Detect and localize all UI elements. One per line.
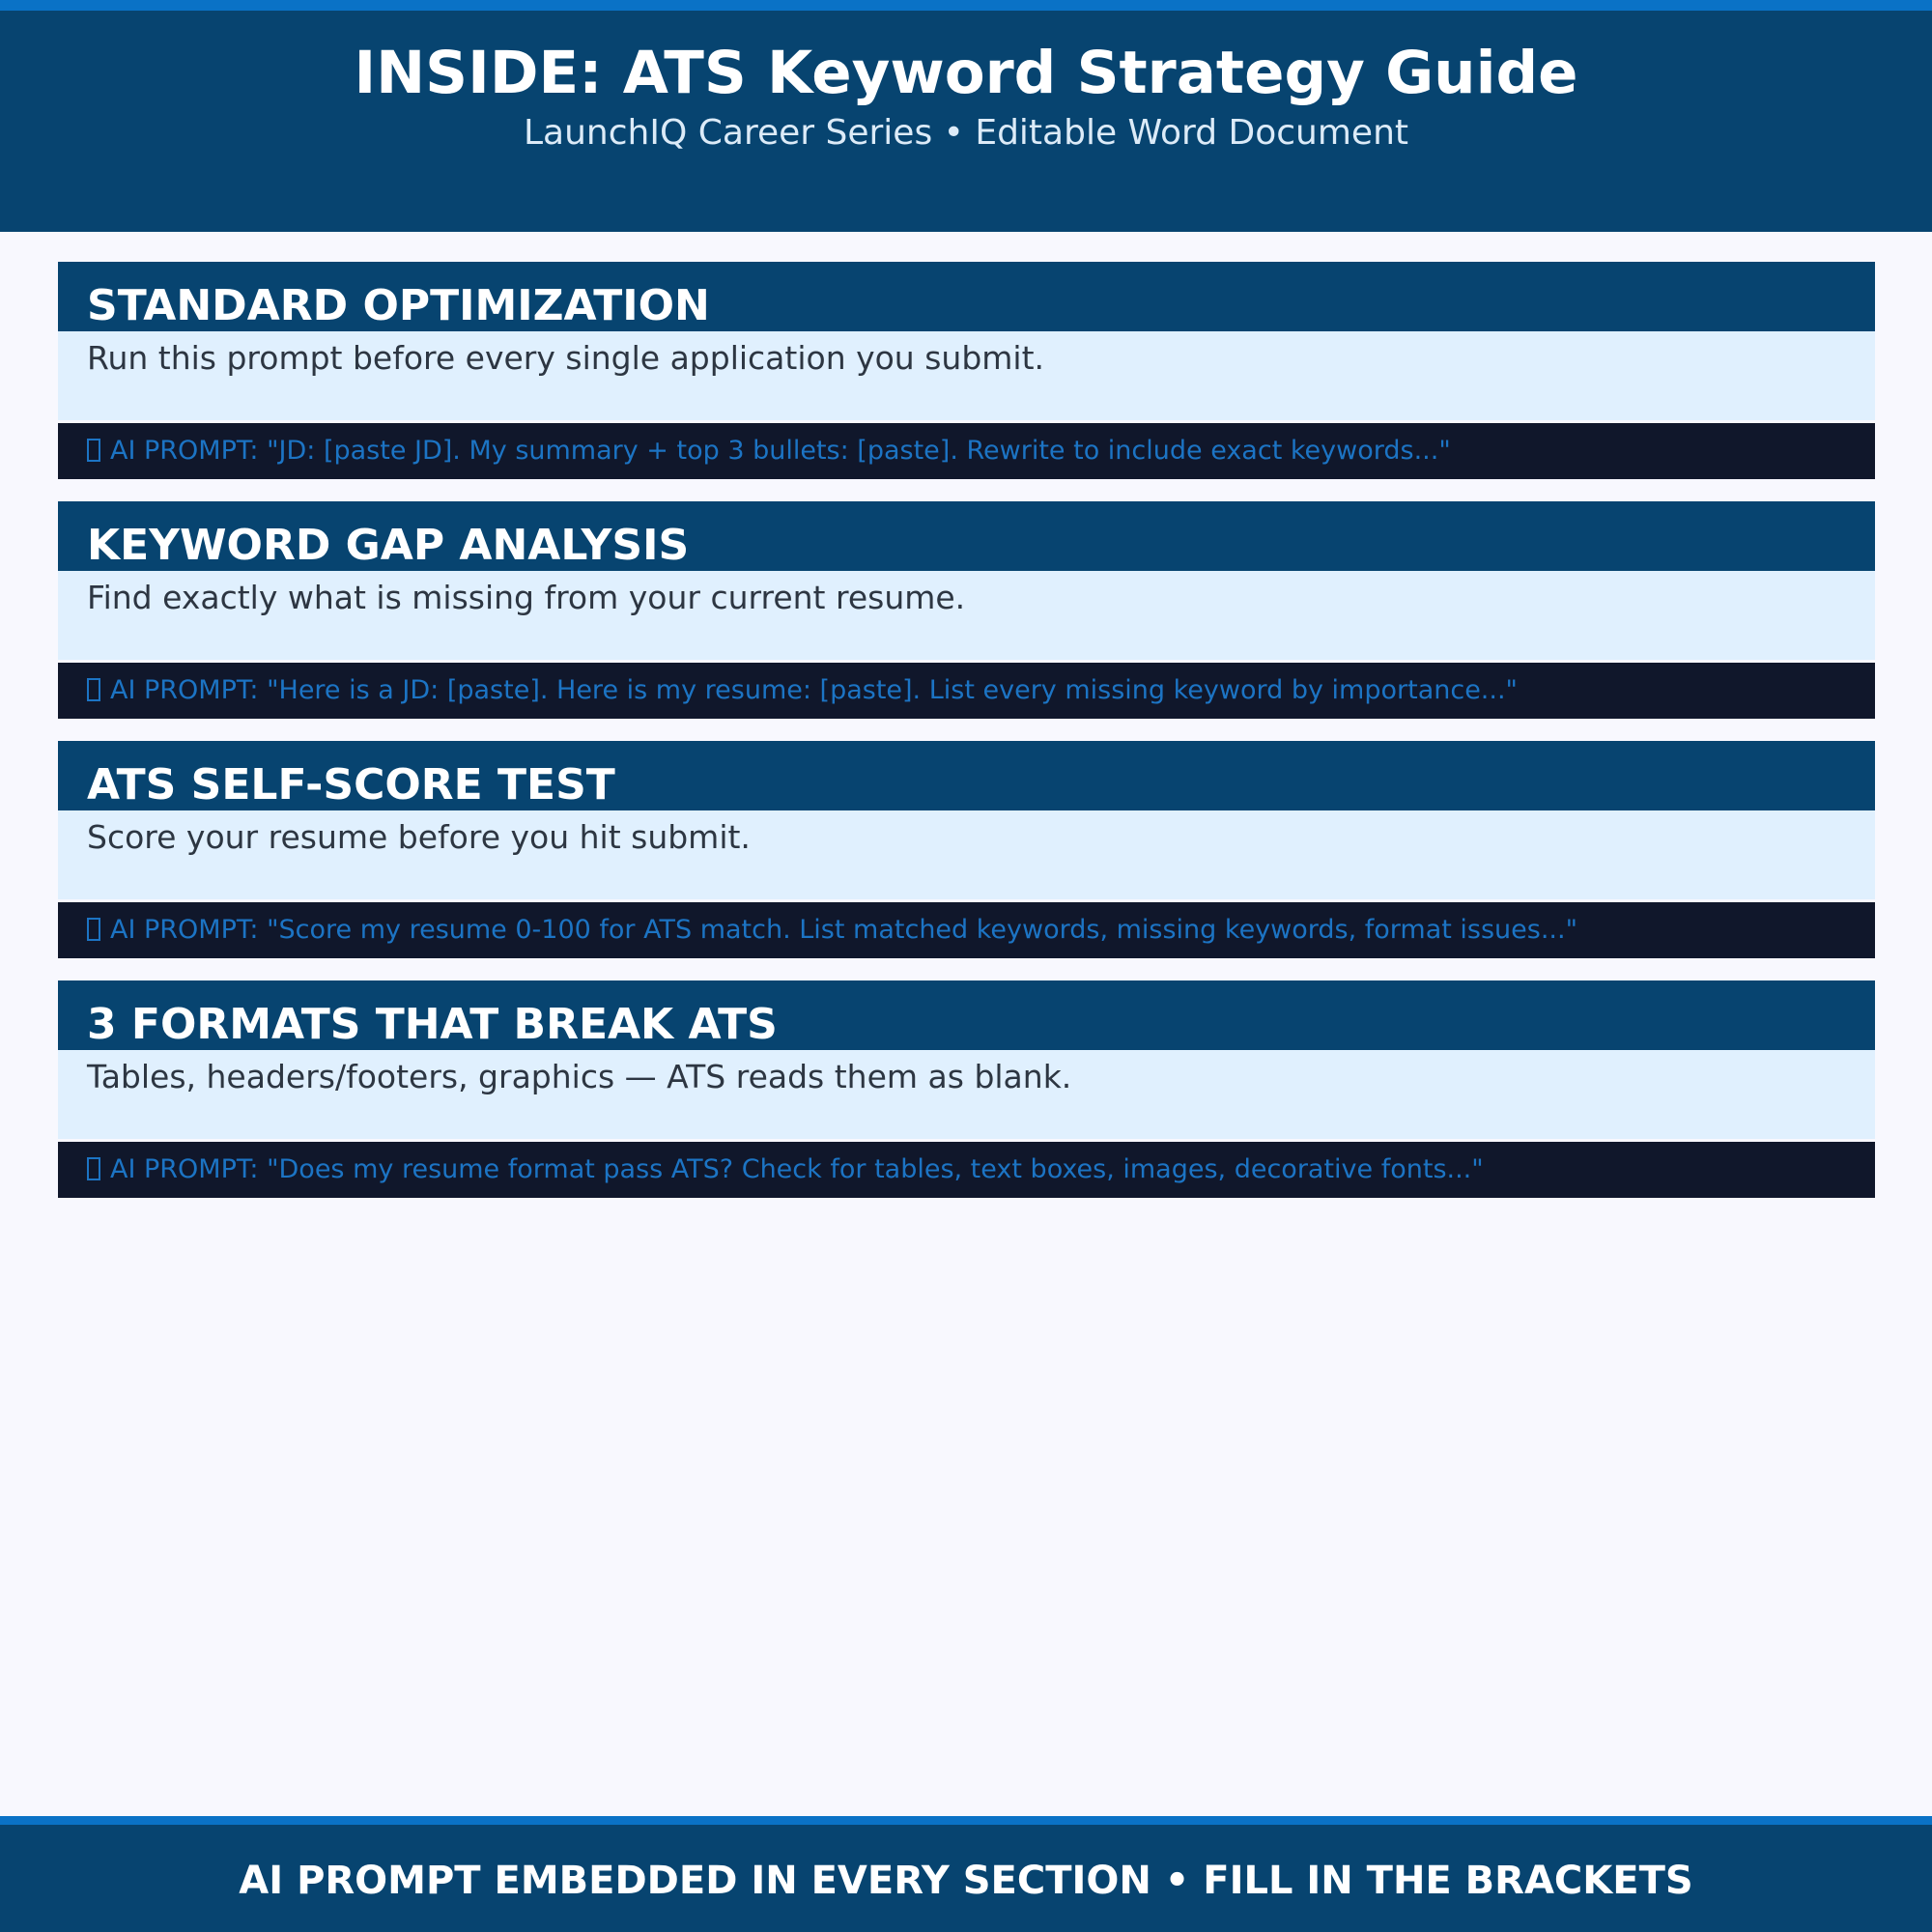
page-title: INSIDE: ATS Keyword Strategy Guide bbox=[354, 39, 1578, 107]
section-title: STANDARD OPTIMIZATION bbox=[87, 281, 710, 330]
ai-prompt-line bbox=[87, 673, 1518, 708]
section-body bbox=[58, 810, 1875, 899]
section-body bbox=[58, 331, 1875, 420]
section-header bbox=[58, 262, 1875, 331]
section-ats-self-score-test bbox=[58, 741, 1875, 958]
ai-prompt-bar bbox=[58, 423, 1875, 479]
missing-glyph-icon bbox=[87, 678, 100, 701]
section-standard-optimization bbox=[58, 262, 1875, 479]
ai-prompt-line bbox=[87, 913, 1577, 948]
section-header bbox=[58, 741, 1875, 810]
section-formats-that-break-ats bbox=[58, 980, 1875, 1198]
section-description: Run this prompt before every single application you submit. bbox=[87, 339, 1045, 377]
ai-prompt-text: AI PROMPT: "JD: [paste JD]. My summary + top 3 bullets: [paste]. Rewrite to include exact keywords..." bbox=[110, 436, 1451, 466]
section-body bbox=[58, 571, 1875, 660]
missing-glyph-icon bbox=[87, 439, 100, 462]
footer-banner-text: AI PROMPT EMBEDDED IN EVERY SECTION • FILL IN THE BRACKETS bbox=[239, 1859, 1693, 1903]
section-description: Score your resume before you hit submit. bbox=[87, 818, 751, 856]
ai-prompt-bar bbox=[58, 902, 1875, 958]
section-header bbox=[58, 980, 1875, 1050]
ai-prompt-text: AI PROMPT: "Score my resume 0-100 for ATS match. List matched keywords, missing keywords, format issues..." bbox=[110, 915, 1578, 945]
page-subtitle: LaunchIQ Career Series • Editable Word Document bbox=[523, 113, 1409, 153]
ai-prompt-text: AI PROMPT: "Does my resume format pass ATS? Check for tables, text boxes, images, decorative fonts..." bbox=[110, 1154, 1484, 1184]
missing-glyph-icon bbox=[87, 918, 100, 941]
section-body bbox=[58, 1050, 1875, 1139]
page-header bbox=[0, 0, 1932, 232]
ai-prompt-line bbox=[87, 1152, 1484, 1187]
page-footer bbox=[0, 1816, 1932, 1932]
section-title: ATS SELF-SCORE TEST bbox=[87, 760, 615, 810]
ai-prompt-bar bbox=[58, 1142, 1875, 1198]
section-header bbox=[58, 501, 1875, 571]
section-description: Find exactly what is missing from your current resume. bbox=[87, 579, 966, 616]
ai-prompt-bar bbox=[58, 663, 1875, 719]
section-title: KEYWORD GAP ANALYSIS bbox=[87, 521, 690, 570]
section-description: Tables, headers/footers, graphics — ATS reads them as blank. bbox=[87, 1058, 1072, 1095]
missing-glyph-icon bbox=[87, 1157, 100, 1180]
ai-prompt-text: AI PROMPT: "Here is a JD: [paste]. Here is my resume: [paste]. List every missing keyword by importance..." bbox=[110, 675, 1518, 705]
section-title: 3 FORMATS THAT BREAK ATS bbox=[87, 1000, 778, 1049]
section-keyword-gap-analysis bbox=[58, 501, 1875, 719]
ai-prompt-line bbox=[87, 434, 1451, 469]
